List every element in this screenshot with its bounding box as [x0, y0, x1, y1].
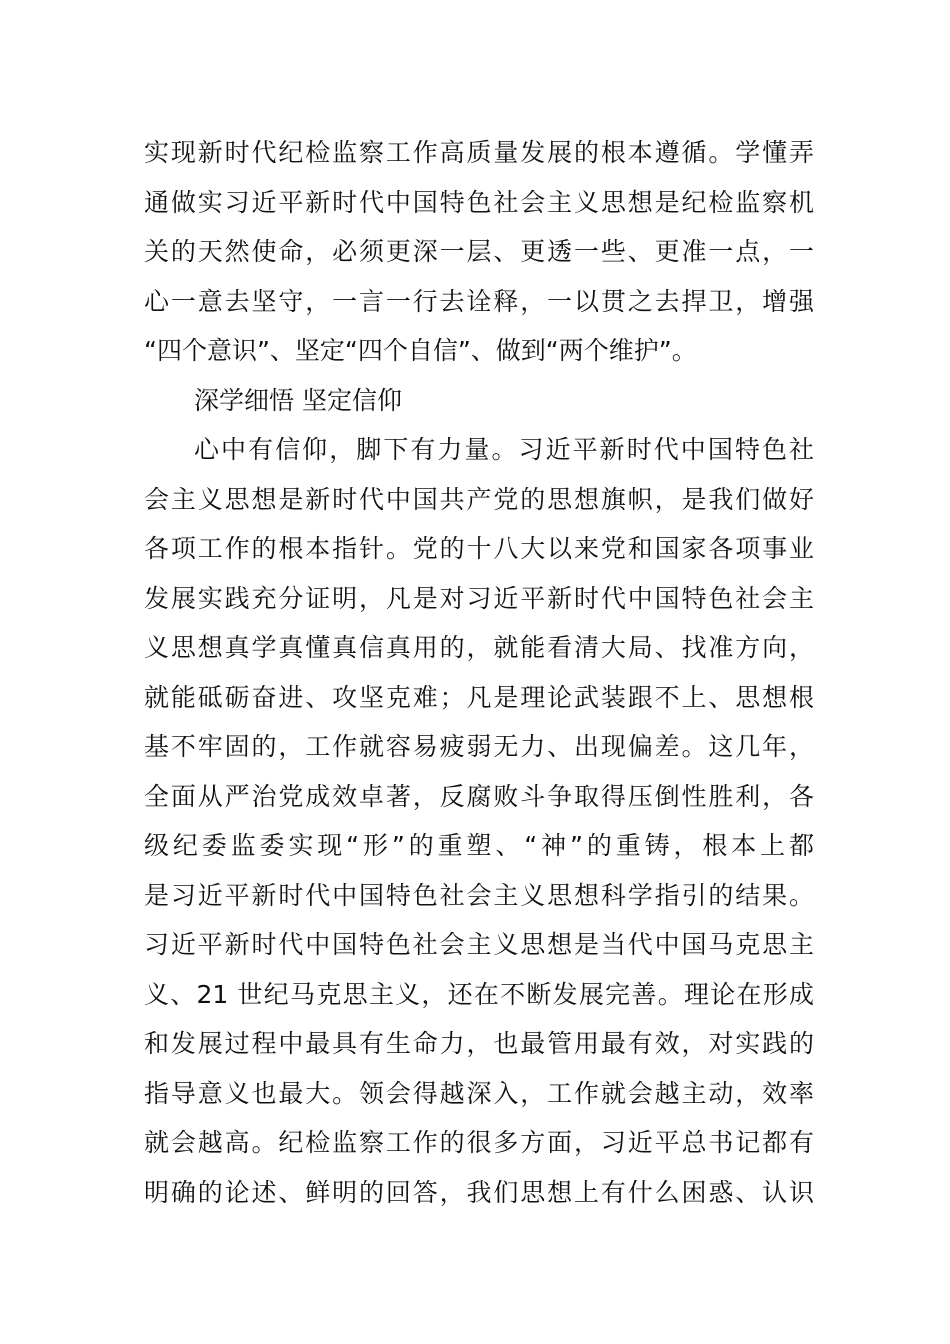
text-line: 实现新时代纪检监察工作高质量发展的根本遵循。学懂弄 [144, 138, 814, 167]
text-line: 习近平新时代中国特色社会主义思想是当代中国马克思主 [144, 930, 814, 959]
text-line: 心一意去坚守，一言一行去诠释，一以贯之去捍卫，增强 [144, 286, 814, 316]
text-line: 是习近平新时代中国特色社会主义思想科学指引的结果。 [144, 880, 814, 910]
text-line: 心中有信仰，脚下有力量。习近平新时代中国特色社 [194, 435, 814, 464]
text-line: 关的天然使命，必须更深一层、更透一些、更准一点，一 [144, 237, 814, 266]
text-line: 和发展过程中最具有生命力，也最管用最有效，对实践的 [144, 1029, 814, 1058]
text-line: 发展实践充分证明，凡是对习近平新时代中国特色社会主 [144, 583, 814, 613]
paragraph-1 [144, 128, 814, 376]
text-line: 会主义思想是新时代中国共产党的思想旗帜，是我们做好 [144, 484, 814, 514]
text-line: 指导意义也最大。领会得越深入，工作就会越主动，效率 [144, 1078, 814, 1108]
text-line: 义思想真学真懂真信真用的，就能看清大局、找准方向， [144, 633, 814, 662]
text-line: “四个意识”、坚定“四个自信”、做到“两个维护”。 [144, 336, 697, 365]
text-line: 通做实习近平新时代中国特色社会主义思想是纪检监察机 [144, 187, 814, 217]
text-line: 各项工作的根本指针。党的十八大以来党和国家各项事业 [144, 534, 814, 563]
document-body [144, 128, 814, 1217]
text-line: 级纪委监委实现“形”的重塑、“神”的重铸，根本上都 [144, 831, 814, 860]
section-heading-text: 深学细悟 坚定信仰 [194, 385, 402, 415]
section-heading [144, 376, 814, 426]
text-line: 全面从严治党成效卓著，反腐败斗争取得压倒性胜利，各 [144, 781, 814, 811]
text-line: 就能砥砺奋进、攻坚克难；凡是理论武装跟不上、思想根 [144, 682, 814, 712]
text-line: 义、21 世纪马克思主义，还在不断发展完善。理论在形成 [144, 979, 814, 1009]
text-line: 明确的论述、鲜明的回答，我们思想上有什么困惑、认识 [144, 1177, 814, 1207]
text-line: 就会越高。纪检监察工作的很多方面，习近平总书记都有 [144, 1128, 814, 1157]
text-line: 基不牢固的，工作就容易疲弱无力、出现偏差。这几年， [144, 732, 814, 761]
paragraph-2 [144, 425, 814, 1217]
